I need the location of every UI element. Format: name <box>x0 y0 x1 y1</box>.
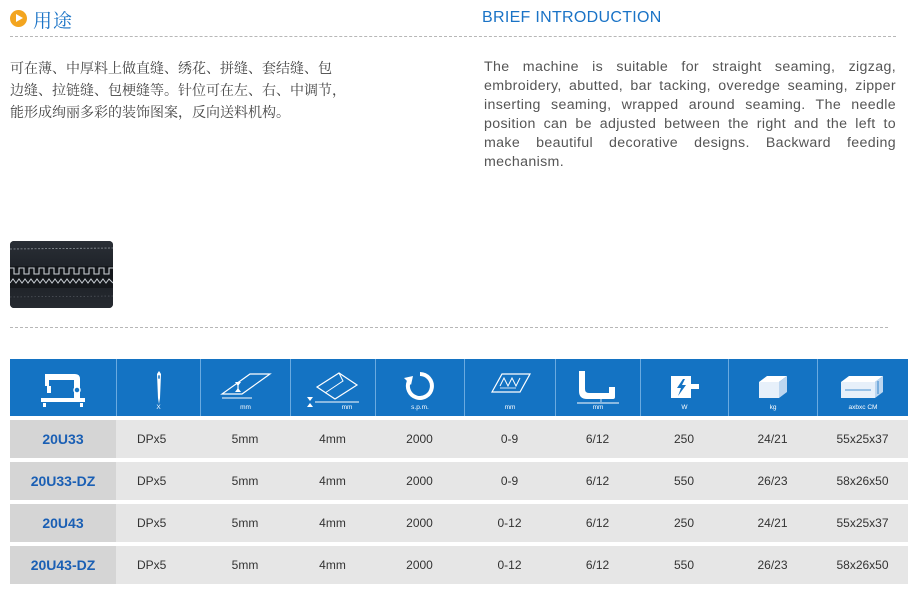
weight-cell: 26/23 <box>757 474 788 488</box>
motor-power-icon <box>640 359 728 416</box>
intro-text-en: The machine is suitable for straight seaming, zigzag, embroidery, abutted, bar tacking, overedge seaming, zipper inserting seaming, wrapped around seaming. The needle position can be adjusted between the right and the left to make beautiful decorative designs. Backward feeding mechanism. <box>484 59 896 170</box>
zigzag-cell: 0-9 <box>500 432 519 446</box>
power-caption: W <box>681 404 688 411</box>
zigzag-cell: 0-9 <box>500 474 519 488</box>
arm-space-caption: mm <box>592 404 604 411</box>
speed-cell: 2000 <box>406 432 433 446</box>
play-bullet-icon <box>10 10 27 27</box>
presser-lift-cell: 4mm <box>319 558 346 572</box>
sewing-machine-icon <box>10 359 116 416</box>
weight-cell: 26/23 <box>757 558 788 572</box>
package-size-cell: 58x26x50 <box>836 474 889 488</box>
model-cell: 20U33 <box>10 420 116 458</box>
package-size-cell: 55x25x37 <box>836 432 889 446</box>
stitch-sample-photo <box>10 241 113 308</box>
section-divider <box>10 327 888 328</box>
speed-cell: 2000 <box>406 474 433 488</box>
zigzag-cell: 0-12 <box>497 516 522 530</box>
needle-cell: DPx5 <box>137 516 167 530</box>
stitch-length-cell: 5mm <box>231 558 259 572</box>
speed-cell: 2000 <box>406 558 433 572</box>
power-cell: 250 <box>673 432 695 446</box>
table-row <box>10 462 908 500</box>
spec-table-header <box>10 359 908 416</box>
stitch-length-cell: 5mm <box>231 474 259 488</box>
table-row <box>10 504 908 542</box>
section-title-en: BRIEF INTRODUCTION <box>482 9 662 26</box>
weight-cell: 24/21 <box>757 516 788 530</box>
zigzag-cell: 0-12 <box>497 558 522 572</box>
presser-foot-lift-icon <box>290 359 375 416</box>
intro-text-cn <box>10 58 420 124</box>
package-size-cell: 58x26x50 <box>836 558 889 572</box>
stitch-length-icon <box>200 359 290 416</box>
model-cell: 20U43-DZ <box>10 546 116 584</box>
speed-cell: 2000 <box>406 516 433 530</box>
stitch-length-cell: 5mm <box>231 516 259 530</box>
speed-caption: s.p.m. <box>411 404 429 411</box>
zigzag-caption: mm <box>504 404 516 411</box>
header-divider <box>10 36 896 37</box>
needle-caption: X <box>156 404 161 411</box>
stitch-length-cell: 5mm <box>231 432 259 446</box>
table-row <box>10 546 908 584</box>
needle-cell: DPx5 <box>137 474 167 488</box>
presser-lift-cell: 4mm <box>319 516 346 530</box>
presser-lift-caption: mm <box>341 404 353 411</box>
speed-icon <box>375 359 464 416</box>
presser-lift-cell: 4mm <box>319 432 346 446</box>
presser-lift-cell: 4mm <box>319 474 346 488</box>
needle-cell: DPx5 <box>137 558 167 572</box>
package-size-caption: axbxc CM <box>848 404 878 411</box>
weight-icon <box>728 359 817 416</box>
weight-cell: 24/21 <box>757 432 788 446</box>
model-cell: 20U33-DZ <box>10 462 116 500</box>
arm-space-cell: 6/12 <box>585 516 610 530</box>
intro-cn-line: 可在薄、中厚料上做直缝、绣花、拼缝、套结缝、包 <box>10 61 332 77</box>
model-cell: 20U43 <box>10 504 116 542</box>
section-title-cn: 用途 <box>33 10 74 32</box>
power-cell: 550 <box>673 474 695 488</box>
arm-space-cell: 6/12 <box>585 432 610 446</box>
package-size-cell: 55x25x37 <box>836 516 889 530</box>
needle-icon <box>116 359 200 416</box>
power-cell: 250 <box>673 516 695 530</box>
zigzag-width-icon <box>464 359 555 416</box>
package-size-icon <box>817 359 908 416</box>
arm-space-cell: 6/12 <box>585 474 610 488</box>
stitch-length-caption: mm <box>240 404 251 411</box>
weight-caption: kg <box>769 404 777 411</box>
table-row <box>10 420 908 458</box>
spec-table <box>10 359 908 584</box>
intro-cn-line: 边缝、拉链缝、包梗缝等。针位可在左、右、中调节， <box>10 83 346 99</box>
arm-space-icon <box>555 359 640 416</box>
intro-cn-line: 能形成绚丽多彩的装饰图案，反向送料机构。 <box>10 105 290 121</box>
arm-space-cell: 6/12 <box>585 558 610 572</box>
needle-cell: DPx5 <box>137 432 167 446</box>
power-cell: 550 <box>673 558 695 572</box>
